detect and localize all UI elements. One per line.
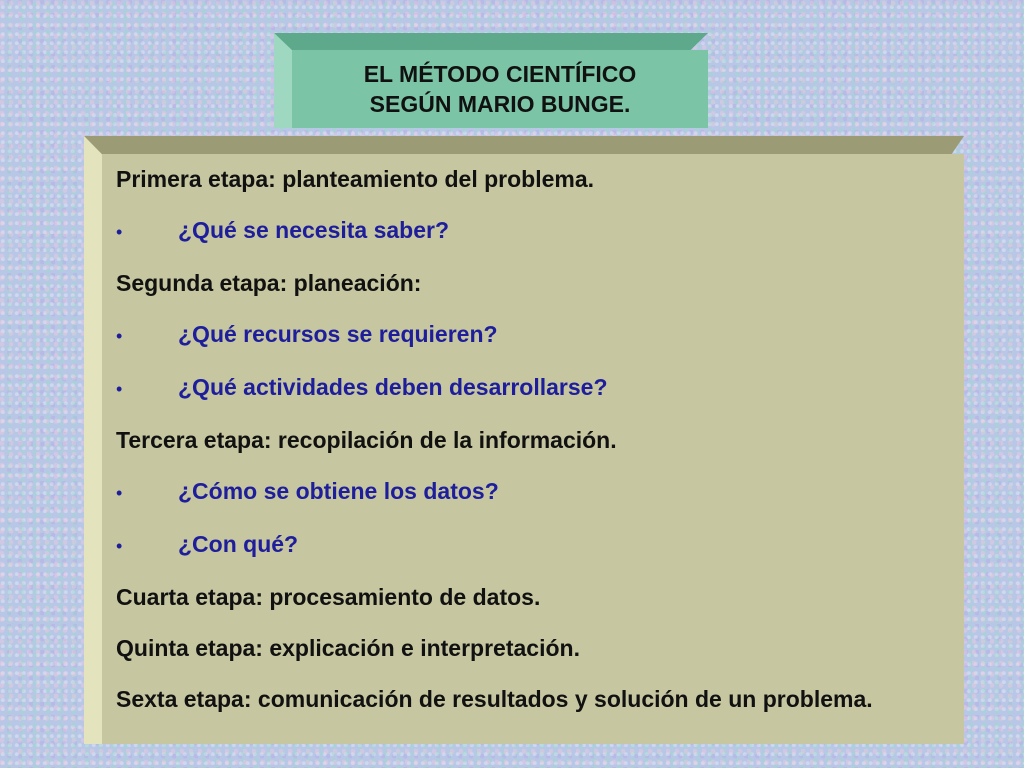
content-bevel-top xyxy=(84,136,964,154)
question-item xyxy=(116,531,944,560)
question-text: ¿Qué actividades deben desarrollarse? xyxy=(178,374,608,400)
stage-6-text: Sexta etapa: comunicación de resultados y solución de un problema. xyxy=(116,686,873,712)
stage-1-text: Primera etapa: planteamiento del problema. xyxy=(116,166,595,192)
bullet-icon: • xyxy=(116,326,123,346)
bullet-icon: • xyxy=(116,536,123,556)
question-item xyxy=(116,321,944,350)
stage-5-text: Quinta etapa: explicación e interpretación. xyxy=(116,635,580,661)
content-panel xyxy=(102,154,964,744)
content-box xyxy=(84,136,964,744)
bullet-icon: • xyxy=(116,483,123,503)
title-line-2: SEGÚN MARIO BUNGE. xyxy=(369,91,631,117)
title-box xyxy=(274,33,708,128)
stage-3-text: Tercera etapa: recopilación de la información. xyxy=(116,427,617,453)
title-line-1: EL MÉTODO CIENTÍFICO xyxy=(363,61,637,87)
content-bevel-left xyxy=(84,136,102,744)
stage-2-text: Segunda etapa: planeación: xyxy=(116,270,422,296)
question-text: ¿Qué recursos se requieren? xyxy=(178,321,498,347)
bullet-icon: • xyxy=(116,222,123,242)
stage-4-text: Cuarta etapa: procesamiento de datos. xyxy=(116,584,541,610)
question-text: ¿Cómo se obtiene los datos? xyxy=(178,478,499,504)
title-bevel-top xyxy=(274,33,708,50)
question-item xyxy=(116,374,944,403)
question-item xyxy=(116,217,944,246)
question-text: ¿Con qué? xyxy=(178,531,299,557)
slide-title xyxy=(292,50,708,128)
bullet-icon: • xyxy=(116,379,123,399)
question-text: ¿Qué se necesita saber? xyxy=(178,217,450,243)
question-item xyxy=(116,478,944,507)
